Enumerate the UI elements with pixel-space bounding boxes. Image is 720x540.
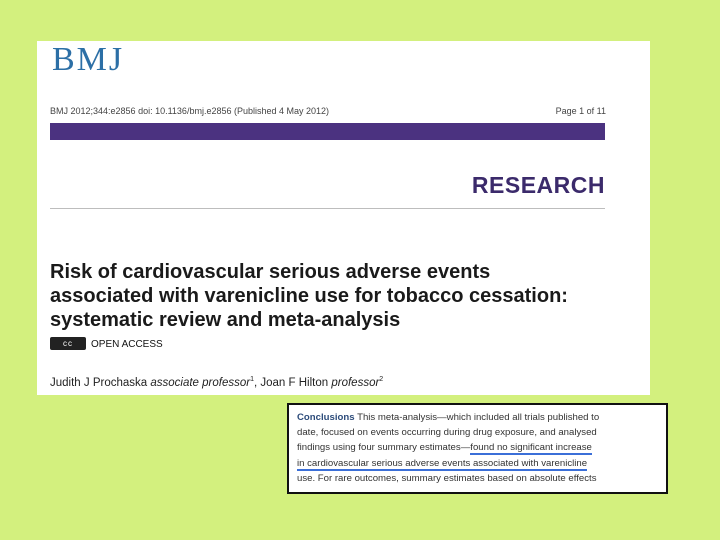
author-line <box>50 376 383 389</box>
citation-line: BMJ 2012;344:e2856 doi: 10.1136/bmj.e2856 (Published 4 May 2012) <box>50 106 330 116</box>
highlighted-text: in cardiovascular serious adverse events associated with varenicline <box>297 457 588 469</box>
author-separator: , <box>254 376 261 389</box>
excerpt-line <box>297 456 658 471</box>
title-line: Risk of cardiovascular serious adverse events <box>50 261 491 283</box>
author-name: Joan F Hilton <box>260 376 329 389</box>
excerpt-line <box>297 440 658 455</box>
author-name: Judith J Prochaska <box>50 376 148 389</box>
title-line: systematic review and meta-analysis <box>50 309 401 331</box>
conclusions-excerpt <box>287 403 668 494</box>
affiliation-mark: 1 <box>250 376 254 383</box>
excerpt-text: findings using four summary estimates— <box>297 442 471 454</box>
excerpt-line: use. For rare outcomes, summary estimates based on absolute effects <box>297 472 597 484</box>
author-role: professor <box>331 376 380 389</box>
article-title <box>50 260 630 332</box>
header-bar <box>50 123 605 140</box>
author-role: associate professor <box>150 376 251 389</box>
excerpt-line: date, focused on events occurring during drug exposure, and analysed <box>297 427 597 439</box>
journal-page <box>37 41 650 395</box>
bmj-logo: BMJ <box>52 41 125 78</box>
conclusions-label: Conclusions <box>297 412 355 423</box>
highlighted-text: found no significant increase <box>470 442 592 454</box>
page-number: Page 1 of 11 <box>555 106 606 116</box>
excerpt-text: This meta-analysis—which included all trials published to <box>357 412 600 423</box>
divider <box>50 208 605 209</box>
affiliation-mark: 2 <box>379 376 384 383</box>
title-line: associated with varenicline use for tobacco cessation: <box>50 285 568 307</box>
open-access-label: OPEN ACCESS <box>91 339 163 350</box>
excerpt-line <box>297 410 658 425</box>
creative-commons-icon: cc <box>50 337 86 350</box>
section-heading: RESEARCH <box>471 172 605 198</box>
